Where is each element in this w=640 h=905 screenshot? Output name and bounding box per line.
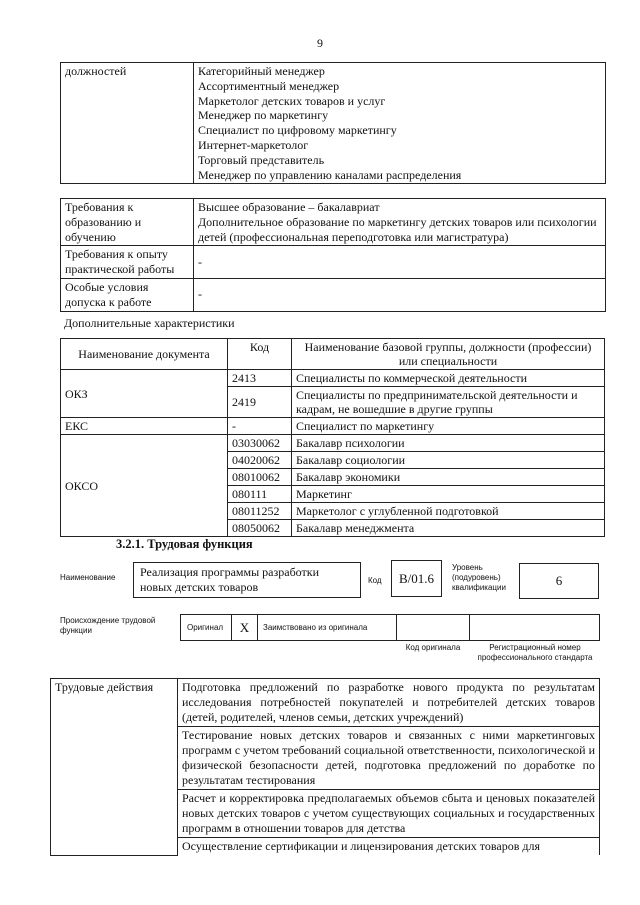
conditions-value: -: [194, 278, 606, 311]
origin-row: [180, 614, 600, 641]
education-value-1: Высшее образование – бакалавриат: [198, 200, 380, 214]
section-title: 3.2.1. Трудовая функция: [116, 537, 253, 551]
position-item: Специалист по цифровому маркетингу: [198, 123, 397, 138]
action-item: Осуществление сертификации и лицензирования детских товаров для: [178, 838, 600, 856]
education-value-2: Дополнительное образование по маркетингу детских товаров или психологии детей (профессиональная переподготовка или магистратура): [198, 214, 597, 244]
col-name-header: Наименование базовой группы, должности (профессии) или специальности: [292, 339, 605, 370]
position-item: Интернет-маркетолог: [198, 137, 309, 152]
level-label: Уровень (подуровень) квалификации: [452, 563, 506, 592]
positions-list: [194, 63, 606, 184]
name-cell: Бакалавр социологии: [292, 452, 605, 469]
positions-table: [60, 62, 606, 184]
code-cell: 08010062: [228, 469, 292, 486]
education-value: [194, 199, 606, 246]
position-item: Торговый представитель: [198, 152, 325, 167]
code-cell: 08050062: [228, 520, 292, 537]
col-doc-header: Наименование документа: [61, 339, 228, 370]
reg-number-label: Регистрационный номер профессионального стандарта: [477, 643, 593, 662]
name-cell: Бакалавр экономики: [292, 469, 605, 486]
code-cell: 04020062: [228, 452, 292, 469]
code-cell: -: [228, 418, 292, 435]
borrowed-label: Заимствовано из оригинала: [263, 623, 368, 632]
name-cell: Бакалавр менеджмента: [292, 520, 605, 537]
eks-cell: ЕКС: [61, 418, 228, 435]
col-code-header: Код: [228, 339, 292, 370]
extra-title: Дополнительные характеристики: [64, 316, 235, 330]
function-code-box: B/01.6: [391, 560, 442, 597]
extra-table: [60, 338, 605, 537]
divider: [469, 615, 470, 640]
okso-cell: ОКСО: [61, 435, 228, 537]
actions-table: [50, 678, 600, 856]
education-label: Требования к образованию и обучению: [61, 199, 194, 246]
action-item: Тестирование новых детских товаров и связанных с ними маркетинговых программ с учетом требований социальной ответственности, психологической и физической безопасности детей, подготовка предложений по доработке по результатам тестирования: [178, 727, 600, 790]
name-label: Наименование: [60, 573, 116, 582]
name-cell: Специалисты по предпринимательской деятельности и кадрам, не вошедшие в другие группы: [292, 387, 605, 418]
conditions-label: Особые условия допуска к работе: [61, 278, 194, 311]
original-label: Оригинал: [187, 623, 224, 632]
position-item: Менеджер по маркетингу: [198, 108, 329, 123]
code-cell: 08011252: [228, 503, 292, 520]
level-value-box: 6: [519, 563, 599, 599]
experience-value: -: [194, 246, 606, 279]
requirements-table: [60, 198, 606, 312]
code-original-label: Код оригинала: [405, 643, 461, 652]
actions-label: Трудовые действия: [51, 679, 178, 856]
name-cell: Маркетинг: [292, 486, 605, 503]
divider: [396, 615, 397, 640]
name-cell: Маркетолог с углубленной подготовкой: [292, 503, 605, 520]
code-cell: 2413: [228, 370, 292, 387]
name-cell: Специалисты по коммерческой деятельности: [292, 370, 605, 387]
position-item: Категорийный менеджер: [198, 64, 325, 78]
function-name-box: Реализация программы разработки новых детских товаров: [133, 562, 361, 598]
name-cell: Специалист по маркетингу: [292, 418, 605, 435]
code-cell: 2419: [228, 387, 292, 418]
code-cell: 03030062: [228, 435, 292, 452]
page-number: 9: [317, 36, 323, 50]
position-item: Менеджер по управлению каналами распределения: [198, 167, 462, 182]
code-label: Код: [368, 576, 382, 585]
position-item: Ассортиментный менеджер: [198, 78, 340, 93]
origin-label: Происхождение трудовой функции: [60, 616, 156, 635]
position-item: Маркетолог детских товаров и услуг: [198, 93, 386, 108]
okz-cell: ОКЗ: [61, 370, 228, 418]
code-cell: 080111: [228, 486, 292, 503]
name-cell: Бакалавр психологии: [292, 435, 605, 452]
action-item: Подготовка предложений по разработке нового продукта по результатам исследования потребностей покупателей и потребителей детских товаров (детей, родителей, членов семьи, детских учреждений): [178, 679, 600, 727]
original-mark: X: [231, 615, 258, 640]
action-item: Расчет и корректировка предполагаемых объемов сбыта и ценовых показателей новых детских товаров с учетом существующих социальных и государственных программ в отношении товаров для детства: [178, 790, 600, 838]
positions-label: должностей: [61, 63, 194, 184]
experience-label: Требования к опыту практической работы: [61, 246, 194, 279]
